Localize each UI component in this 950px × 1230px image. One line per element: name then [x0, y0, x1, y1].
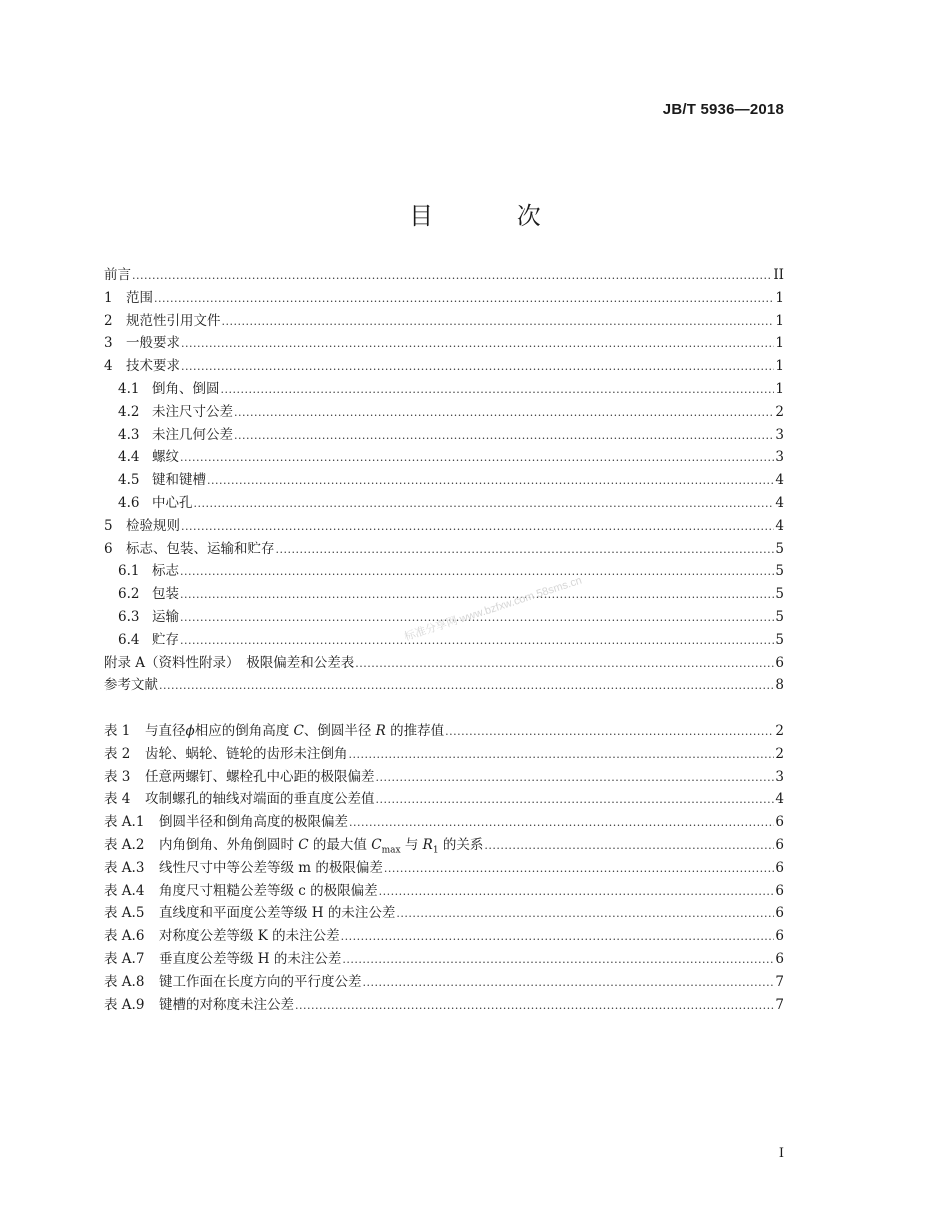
table-entry-page: 3: [775, 768, 784, 785]
toc-entry-page: 3: [775, 426, 784, 443]
table-entry-label: [159, 857, 383, 880]
dot-leader: [181, 333, 774, 356]
dot-leader: [180, 447, 774, 470]
toc-entry-page: 1: [775, 289, 784, 306]
toc-entry-page: 4: [775, 517, 784, 534]
dot-leader: [181, 356, 774, 379]
toc-entry-number: 6.3: [118, 608, 140, 625]
label-text: 线性尺寸中等公差等级 m 的极限偏差: [159, 859, 383, 876]
toc-entry-label: 键和键槽: [152, 472, 206, 489]
toc-entry-label: 贮存: [152, 631, 179, 648]
dot-leader: [379, 881, 775, 904]
toc-entry[interactable]: [104, 492, 784, 515]
toc-entry-number: 1: [104, 289, 113, 306]
dot-leader: [222, 311, 775, 334]
toc-entry-page: 5: [775, 586, 784, 603]
dot-leader: [180, 561, 774, 584]
math-symbol: R: [375, 723, 386, 739]
dot-leader: [445, 721, 774, 744]
table-entry[interactable]: [104, 880, 784, 903]
toc-entry[interactable]: [104, 674, 784, 697]
table-entry-page: 4: [775, 791, 784, 808]
table-entry-label: [145, 788, 375, 811]
toc-entry[interactable]: [104, 446, 784, 469]
label-text: 齿轮、蜗轮、链轮的齿形未注倒角: [145, 745, 348, 762]
toc-entry-label: 标志、包装、运输和贮存: [126, 540, 275, 557]
label-text: 键槽的对称度未注公差: [159, 996, 294, 1013]
toc-entry-label: 中心孔: [152, 494, 193, 511]
toc-entry-number: 6: [104, 540, 113, 557]
table-entry[interactable]: [104, 994, 784, 1017]
dot-leader: [221, 379, 775, 402]
dot-leader: [180, 630, 774, 653]
dot-leader: [234, 402, 774, 425]
toc-entry[interactable]: [104, 515, 784, 538]
dot-leader: [376, 767, 775, 790]
toc-entry-page: 4: [775, 494, 784, 511]
toc-entry-label: 包装: [152, 586, 179, 603]
table-entry-number: 表 2: [104, 745, 131, 762]
toc-entry[interactable]: [104, 378, 784, 401]
label-text: 的最大值: [308, 836, 372, 853]
toc-entry-label: 倒角、倒圆: [152, 380, 220, 397]
toc-entry-page: 2: [775, 403, 784, 420]
subscript: max: [381, 845, 401, 856]
label-text: 的关系: [438, 836, 484, 853]
dot-leader: [363, 972, 775, 995]
table-entry[interactable]: [104, 925, 784, 948]
math-symbol: C: [293, 723, 304, 739]
table-entry-label: [159, 880, 378, 903]
table-entry[interactable]: [104, 948, 784, 971]
table-entry[interactable]: [104, 811, 784, 834]
table-entry-number: 表 A.3: [104, 859, 145, 876]
toc-entry-page: II: [773, 267, 784, 283]
toc-entry[interactable]: [104, 355, 784, 378]
toc-entry-page: 6: [775, 654, 784, 671]
label-text: 与直径: [145, 723, 186, 739]
dot-leader: [276, 539, 775, 562]
toc-entry-page: 5: [775, 563, 784, 580]
table-entry-page: 6: [775, 859, 784, 876]
label-text: 倒圆半径和倒角高度的极限偏差: [159, 814, 348, 831]
toc-entry-number: 5: [104, 517, 113, 534]
toc-entry[interactable]: [104, 469, 784, 492]
math-symbol: C: [298, 836, 309, 853]
dot-leader: [342, 949, 774, 972]
toc-entry-label: 一般要求: [126, 335, 180, 352]
table-entry-number: 表 4: [104, 791, 131, 808]
toc-entry-label: 附录 A（资料性附录） 极限偏差和公差表: [104, 654, 355, 671]
toc-entry[interactable]: [104, 652, 784, 675]
toc-entry-number: 3: [104, 335, 113, 352]
watermark: 标准分享网 www.bzfxw.com 58sms.cn: [403, 574, 584, 644]
table-entry-number: 表 A.2: [104, 836, 145, 853]
toc-entry-label: 范围: [126, 289, 153, 306]
toc-entry-number: 6.2: [118, 586, 140, 603]
subscript: 1: [432, 845, 439, 856]
table-entry-page: 6: [775, 950, 784, 967]
table-entry-number: 表 A.5: [104, 905, 145, 922]
table-entry[interactable]: [104, 720, 784, 743]
toc-entry-number: 4.1: [118, 380, 140, 397]
toc-entry-number: 4.6: [118, 494, 140, 511]
toc-entry-page: 5: [775, 631, 784, 648]
dot-leader: [484, 835, 774, 858]
toc-entry[interactable]: [104, 401, 784, 424]
toc-entry-label: 标志: [152, 563, 179, 580]
table-entry-label: [159, 925, 340, 948]
toc-entry-label: 规范性引用文件: [126, 312, 221, 329]
label-text: 内角倒角、外角倒圆时: [159, 836, 299, 853]
table-entry-number: 表 A.9: [104, 996, 145, 1013]
math-symbol: R: [422, 836, 433, 853]
toc-entry-page: 5: [775, 608, 784, 625]
label-text: 攻制螺孔的轴线对端面的垂直度公差值: [145, 791, 375, 808]
toc-entry-page: 4: [775, 472, 784, 489]
table-entry-page: 6: [775, 814, 784, 831]
page-title: 目 次: [409, 202, 579, 230]
table-entry[interactable]: [104, 743, 784, 766]
toc-entry-number: 2: [104, 312, 113, 329]
table-entry-page: 7: [775, 973, 784, 990]
table-entry-label: [159, 948, 341, 971]
dot-leader: [154, 288, 774, 311]
toc-entry-label: 前言: [104, 267, 131, 283]
table-entry-page: 2: [775, 745, 784, 762]
table-entry[interactable]: [104, 834, 784, 857]
toc-entry-number: 4.4: [118, 449, 140, 466]
dot-leader: [194, 493, 775, 516]
table-entry-number: 表 1: [104, 723, 131, 739]
toc-entry-page: 8: [775, 677, 784, 694]
toc-entry[interactable]: [104, 332, 784, 355]
toc-entry[interactable]: [104, 538, 784, 561]
toc-entry-number: 4: [104, 358, 113, 375]
dot-leader: [341, 926, 775, 949]
toc-entry-page: 1: [775, 335, 784, 352]
table-entry-page: 6: [775, 928, 784, 945]
toc-entry-label: 未注尺寸公差: [152, 403, 233, 420]
toc-entry-number: 6.1: [118, 563, 140, 580]
table-entry-label: [159, 994, 294, 1017]
toc-entry-label: 检验规则: [126, 517, 180, 534]
table-entry-page: 7: [775, 996, 784, 1013]
toc-entry-page: 1: [775, 380, 784, 397]
dot-leader: [207, 470, 774, 493]
label-text: 相应的倒角高度: [194, 723, 294, 739]
dot-leader: [349, 744, 775, 767]
math-symbol: ϕ: [185, 723, 195, 739]
table-entry-label: [159, 971, 362, 994]
toc-entry-number: 4.3: [118, 426, 140, 443]
table-entry[interactable]: [104, 788, 784, 811]
table-entry-page: 6: [775, 905, 784, 922]
label-text: 任意两螺钉、螺栓孔中心距的极限偏差: [145, 768, 375, 785]
dot-leader: [295, 995, 774, 1018]
toc-entry-page: 1: [775, 358, 784, 375]
toc-entry-label: 参考文献: [104, 677, 158, 694]
table-entry-page: 6: [775, 836, 784, 853]
toc-entry-number: 4.2: [118, 403, 140, 420]
toc-entry[interactable]: [104, 424, 784, 447]
dot-leader: [396, 903, 774, 926]
label-text: 键工作面在长度方向的平行度公差: [159, 973, 362, 990]
table-entry[interactable]: [104, 971, 784, 994]
math-symbol: C: [371, 836, 382, 853]
table-entry-label: [159, 811, 348, 834]
dot-leader: [349, 812, 774, 835]
table-entry[interactable]: [104, 766, 784, 789]
table-entry-page: 2: [775, 723, 784, 739]
toc-entry-label: 运输: [152, 608, 179, 625]
dot-leader: [376, 789, 775, 812]
toc-entry[interactable]: [104, 264, 784, 287]
table-entry-number: 表 A.1: [104, 814, 145, 831]
toc-entry-label: 螺纹: [152, 449, 179, 466]
standard-code: JB/T 5936—2018: [662, 101, 784, 118]
toc-entry[interactable]: [104, 310, 784, 333]
table-entry-label: [145, 720, 444, 743]
toc-entry-number: 6.4: [118, 631, 140, 648]
label-text: 与: [400, 836, 423, 853]
dot-leader: [355, 653, 774, 676]
dot-leader: [234, 425, 774, 448]
table-entry-number: 表 A.4: [104, 882, 145, 899]
toc-entry-page: 1: [775, 312, 784, 329]
table-list: [104, 720, 784, 1016]
label-text: 的推荐值: [385, 723, 445, 739]
toc-entry-label: 技术要求: [126, 358, 180, 375]
table-entry-number: 表 A.8: [104, 973, 145, 990]
table-entry[interactable]: [104, 902, 784, 925]
label-text: 角度尺寸粗糙公差等级 c 的极限偏差: [159, 882, 378, 899]
label-text: 、倒圆半径: [303, 723, 376, 739]
table-entry-number: 表 A.6: [104, 928, 145, 945]
table-entry-label: [145, 743, 348, 766]
dot-leader: [132, 265, 772, 288]
dot-leader: [159, 675, 774, 698]
table-entry-label: [145, 766, 375, 789]
toc-entry[interactable]: [104, 583, 784, 606]
page-number: I: [778, 1146, 784, 1161]
dot-leader: [181, 516, 774, 539]
label-text: 垂直度公差等级 H 的未注公差: [159, 950, 342, 967]
label-text: 对称度公差等级 K 的未注公差: [159, 928, 340, 945]
toc-entry[interactable]: [104, 560, 784, 583]
label-text: 直线度和平面度公差等级 H 的未注公差: [159, 905, 396, 922]
toc-entry[interactable]: [104, 287, 784, 310]
toc-entry-page: 5: [775, 540, 784, 557]
dot-leader: [384, 858, 775, 881]
toc-entry-page: 3: [775, 449, 784, 466]
table-entry-page: 6: [775, 882, 784, 899]
table-entry[interactable]: [104, 857, 784, 880]
toc-entry-label: 未注几何公差: [152, 426, 233, 443]
toc-entry-number: 4.5: [118, 472, 140, 489]
table-entry-label: [159, 902, 395, 925]
table-entry-number: 表 3: [104, 768, 131, 785]
table-entry-number: 表 A.7: [104, 950, 145, 967]
